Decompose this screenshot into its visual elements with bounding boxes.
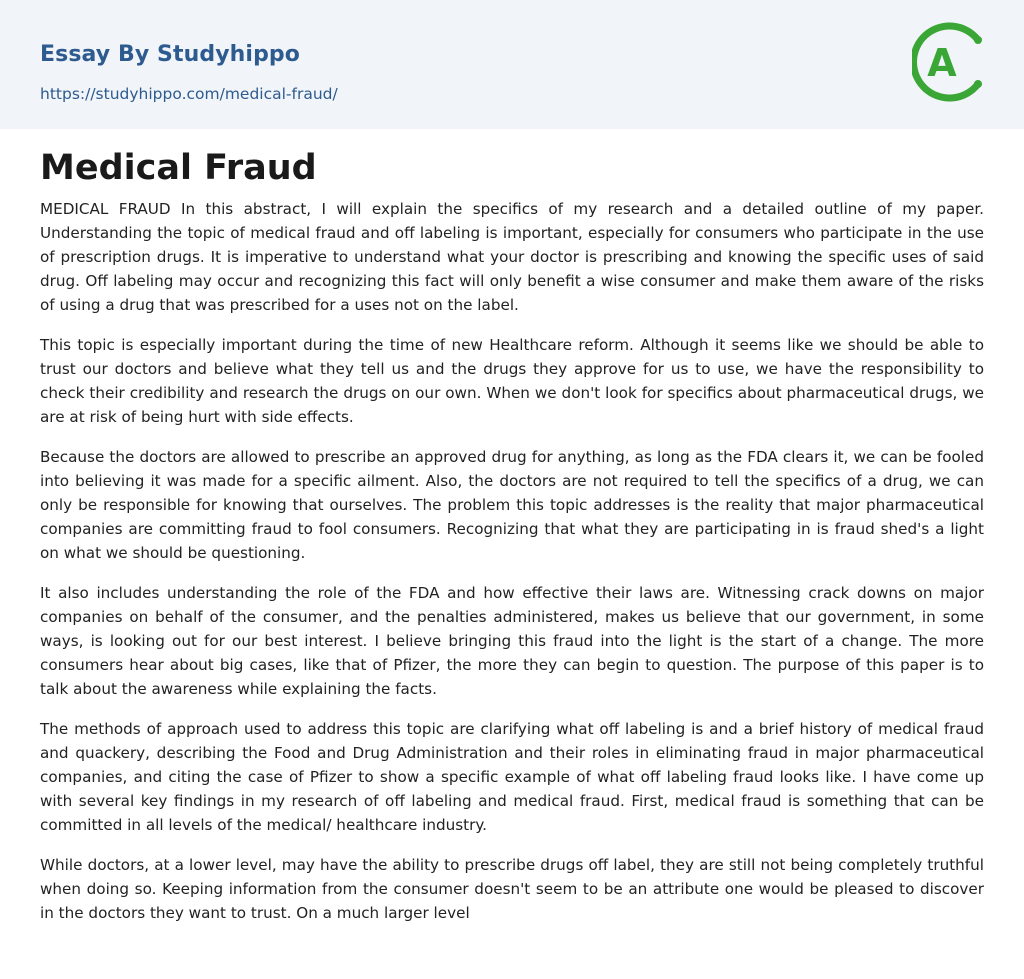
article (0, 147, 1024, 925)
article-paragraph-5: The methods of approach used to address this topic are clarifying what off labeling is and a brief history of medical fraud and quackery, describing the Food and Drug Administration and their roles in eliminating fraud in major pharmaceutical companies, and citing the case of Pfizer to show a specific example of what off labeling fraud looks like. I have come up with several key findings in my research of off labeling and medical fraud. First, medical fraud is something that can be committed in all levels of the medical/ healthcare industry. (40, 720, 984, 834)
article-paragraph-2: This topic is especially important during the time of new Healthcare reform. Although it seems like we should be able to trust our doctors and believe what they tell us and the drugs they approve for us to use, we have the responsibility to check their credibility and research the drugs on our own. When we don't look for specifics about pharmaceutical drugs, we are at risk of being hurt with side effects. (40, 336, 984, 426)
logo-letter: A (927, 41, 957, 85)
article-paragraph-1: MEDICAL FRAUD In this abstract, I will explain the specifics of my research and a detailed outline of my paper. Understanding the topic of medical fraud and off labeling is important, especially for consumers who participate in the use of prescription drugs. It is imperative to understand what your doctor is prescribing and knowing the specific uses of said drug. Off labeling may occur and recognizing this fact will only benefit a wise consumer and make them aware of the risks of using a drug that was prescribed for a uses not on the label. (40, 200, 984, 314)
site-brand[interactable]: Essay By Studyhippo (40, 42, 300, 67)
page-title: Medical Fraud (40, 148, 317, 188)
studyhippo-logo-icon[interactable] (912, 20, 986, 104)
essay-url-link[interactable]: https://studyhippo.com/medical-fraud/ (40, 85, 338, 103)
article-paragraph-3: Because the doctors are allowed to prescribe an approved drug for anything, as long as the FDA clears it, we can be fooled into believing it was made for a specific ailment. Also, the doctors are not required to tell the specifics of a drug, we can only be responsible for knowing that ourselves. The problem this topic addresses is the reality that major pharmaceutical companies are committing fraud to fool consumers. Recognizing that what they are participating in is fraud shed's a light on what we should be questioning. (40, 448, 984, 562)
article-paragraph-4: It also includes understanding the role of the FDA and how effective their laws are. Witnessing crack downs on major companies on behalf of the consumer, and the penalties administered, makes us believe that our government, in some ways, is looking out for our best interest. I believe bringing this fraud into the light is the start of a change. The more consumers hear about big cases, like that of Pfizer, the more they can begin to question. The purpose of this paper is to talk about the awareness while explaining the facts. (40, 584, 984, 698)
site-header (0, 0, 1024, 129)
article-paragraph-6: While doctors, at a lower level, may have the ability to prescribe drugs off label, they are still not being completely truthful when doing so. Keeping information from the consumer doesn't seem to be an attribute one would be pleased to discover in the doctors they want to trust. On a much larger level (40, 856, 984, 922)
